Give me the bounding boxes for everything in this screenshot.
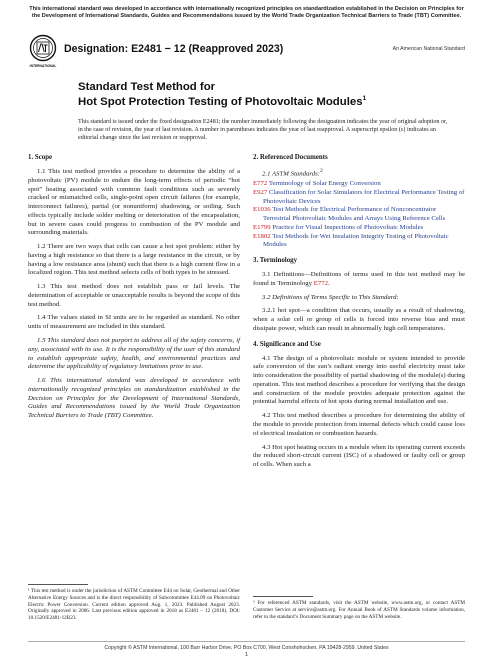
page-number: 1 bbox=[244, 652, 249, 658]
footer-divider bbox=[28, 641, 465, 642]
paragraph-1-1: 1.1 This test method provides a procedure to determine the ability of a photovoltaic (PV) module to endure the long-term effects of periodic “hot spot” heating associated with common fault conditions such as severely cracked or mismatched cells, single-point open circuit failures (for example, interconnect failures), partial (or nonuniform) shadowing, or soiling. Such effects typically include solder melting or deterioration of the encapsulation, but in severe cases could progress to combustion of the PV module and surrounding materials. bbox=[28, 167, 240, 237]
copyright-notice: Copyright © ASTM International, 100 Barr Harbor Drive, PO Box C700, West Conshohocken, PA 19428-2959. United States bbox=[104, 645, 389, 651]
paragraph-1-3: 1.3 This test method does not establish pass or fail levels. The determination of acceptable or unacceptable results is beyond the scope of this test method. bbox=[28, 283, 240, 308]
astm-logo-icon bbox=[28, 34, 58, 70]
paragraph-4-1: 4.1 The design of a photovoltaic module or system intended to provide safe conversion of the sun’s radiant energy into useful electricity must take into consideration the possibility of partial shadowing of the module(s) during operation. This test method describes a procedure for verifying that the design and construction of the module provides adequate protection against the potential harmful effects of hot spots during normal installation and use. bbox=[253, 354, 465, 406]
right-column bbox=[253, 154, 465, 475]
paragraph-3-2: 3.2 Definitions of Terms Specific to This Standard: bbox=[262, 293, 399, 301]
document-title bbox=[78, 80, 366, 110]
footnote-2: ² For referenced ASTM standards, visit the ASTM website, www.astm.org, or contact ASTM Customer Service at service@astm.org. For Annual Book of ASTM Standards volume information, refer to the standard’s Document Summary page on the ASTM website. bbox=[253, 600, 465, 620]
paragraph-3-1: 3.1 Definitions—Definitions of terms used in this test method may be found in Terminology E772. bbox=[253, 271, 465, 287]
reference-item[interactable]: E1036 Test Methods for Electrical Performance of Nonconcentrator Terrestrial Photovoltaic Modules and Arrays Using Reference Cells bbox=[253, 206, 446, 223]
title-footnote-ref: 1 bbox=[362, 95, 367, 103]
paragraph-1-6: 1.6 This international standard was developed in accordance with internationally recognized principles on standardization established in the Decision on Principles for the Development of International Standards, Guides and Recommendations issued by the World Trade Organization Technical Barriers to Trade (TBT) Committee. bbox=[28, 377, 240, 420]
logo-caption: INTERNATIONAL bbox=[29, 64, 57, 68]
reference-item[interactable]: E1802 Test Methods for Wet Insulation Integrity Testing of Photovoltaic Modules bbox=[253, 232, 449, 249]
section-2-heading: 2. Referenced Documents bbox=[253, 154, 328, 161]
referenced-standards-intro: 2.1 ASTM Standards:$^2$ bbox=[262, 167, 323, 178]
designation: Designation: E2481 − 12 (Reapproved 2023) bbox=[64, 43, 284, 55]
paragraph-4-3: 4.3 Hot spot heating occurs in a module when its operating current exceeds the reduced short-circuit current (ISC) of a shadowed or faulty cell or group of cells. When such a bbox=[253, 443, 466, 469]
paragraph-1-2: 1.2 There are two ways that cells can cause a hot spot problem: either by having a high resistance so that there is a large resistance in the circuit, or by having a low resistance area (shunt) such that there is a high current flow in a localized region. This test method selects cells of both types to be stressed. bbox=[28, 243, 240, 277]
document-header bbox=[28, 34, 465, 74]
paragraph-1-4: 1.4 The values stated in SI units are to be regarded as standard. No other units of measurement are included in this standard. bbox=[28, 314, 240, 331]
terminology-link[interactable]: E772 bbox=[313, 279, 328, 287]
reference-item[interactable]: E927 Classification for Solar Simulators for Electrical Performance Testing of Photovoltaic Devices bbox=[253, 188, 465, 205]
paragraph-3-2-1: 3.2.1 hot spot—a condition that occurs, usually as a result of shadowing, when a solar cell or group of cells is forced into reverse bias and must dissipate power, which can result in abnormally high cell temperatures. bbox=[253, 307, 465, 332]
footnote-1: ¹ This test method is under the jurisdiction of ASTM Committee E44 on Solar, Geothermal and Other Alternative Energy Sources and is the direct responsibility of Subcommittee E44.09 on Photovoltaic Electric Power Conversion. Current edition approved Aug. 1, 2023. Published August 2023. Originally approved in 2006. Last previous edition approved in 2018 as E2481 – 12 (2018). DOI: 10.1520/E2481-12R23. bbox=[28, 588, 240, 621]
issuance-note: This standard is issued under the fixed designation E2481; the number immediately following the designation indicates the year of original adoption or, in the case of revision, the year of last revision. A number in parentheses indicates the year of last reapproval. A superscript epsilon (ε) indicates an editorial change since the last revision or reapproval. bbox=[78, 119, 448, 141]
title-line-1: Standard Test Method for bbox=[78, 81, 216, 93]
section-4-heading: 4. Significance and Use bbox=[253, 340, 321, 348]
paragraph-1-5: 1.5 This standard does not purport to address all of the safety concerns, if any, associated with its use. It is the responsibility of the user of this standard to establish appropriate safety, health, and environmental practices and determine the applicability of regulatory limitations prior to use. bbox=[28, 336, 240, 371]
publisher-label: An American National Standard bbox=[392, 46, 465, 52]
footnote-rule-right bbox=[253, 596, 313, 597]
section-3-heading: 3. Terminology bbox=[253, 257, 298, 265]
reference-item[interactable]: E772 Terminology of Solar Energy Conversion bbox=[253, 179, 381, 187]
footnote-rule-left bbox=[28, 584, 88, 585]
tbt-notice: This international standard was developed in accordance with internationally recognized principles on standardization established in the Decision on Principles for the Development of International Standards, Guides and Recommendations issued by the World Trade Organization Technical Barriers to Trade (TBT) Committee. bbox=[29, 6, 464, 20]
section-1-heading: 1. Scope bbox=[28, 154, 53, 161]
title-line-2: Hot Spot Protection Testing of Photovoltaic Modules bbox=[78, 96, 363, 109]
paragraph-4-2: 4.2 This test method describes a procedure for determining the ability of the module to provide protection from internal defects which could cause loss of electrical insulation or combustion hazards. bbox=[253, 412, 465, 437]
reference-item[interactable]: E1799 Practice for Visual Inspections of Photovoltaic Modules bbox=[253, 223, 424, 231]
left-column bbox=[28, 154, 240, 426]
